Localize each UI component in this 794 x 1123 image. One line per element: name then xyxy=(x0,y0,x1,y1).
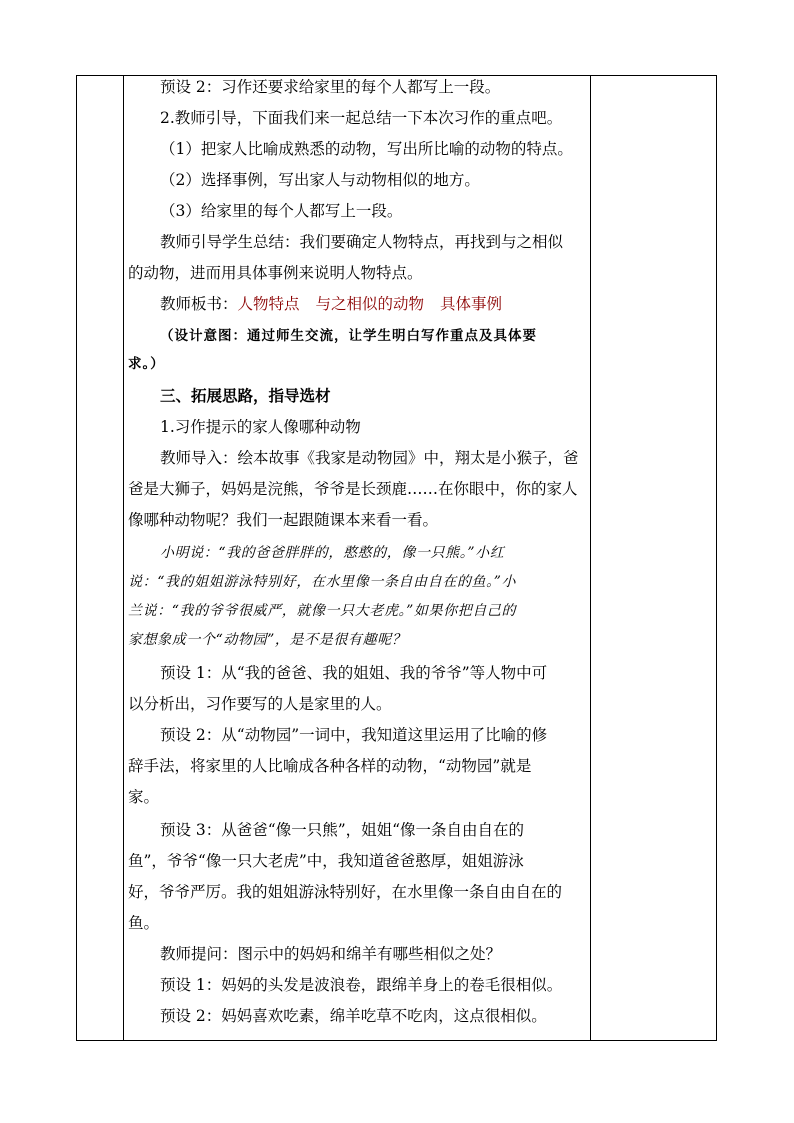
text-line: 教师引导学生总结：我们要确定人物特点，再找到与之相似 xyxy=(160,233,564,251)
text-line: 家。 xyxy=(128,788,160,806)
text-line: 1.习作提示的家人像哪种动物 xyxy=(160,418,361,436)
text-line: 家想象成一个“动物园”，是不是很有趣呢？ xyxy=(128,632,407,648)
text-line: 2.教师引导，下面我们来一起总结一下本次习作的重点吧。 xyxy=(160,109,563,127)
board-label: 教师板书： xyxy=(160,295,238,313)
text-line: 辞手法，将家里的人比喻成各种各样的动物，“动物园”就是 xyxy=(128,757,532,775)
text-line: 教师提问：图示中的妈妈和绵羊有哪些相似之处？ xyxy=(160,945,502,963)
text-line: 教师导入：绘本故事《我家是动物园》中，翔太是小猴子，爸 xyxy=(160,449,579,467)
text-line: （3）给家里的每个人都写上一段。 xyxy=(160,202,403,220)
table-column-divider-right xyxy=(590,76,591,1040)
text-line: 预设 1：从“我的爸爸、我的姐姐、我的爷爷”等人物中可 xyxy=(160,664,548,682)
board-item-similar-animal: 与之相似的动物 xyxy=(315,295,425,313)
text-line: 预设 3：从爸爸“像一只熊”，姐姐“像一条自由自在的 xyxy=(160,821,525,839)
text-line: （2）选择事例，写出家人与动物相似的地方。 xyxy=(160,171,480,189)
text-line: 的动物，进而用具体事例来说明人物特点。 xyxy=(128,264,423,282)
board-item-character-traits: 人物特点 xyxy=(237,295,300,313)
table-column-divider-left xyxy=(123,76,124,1040)
text-line: 预设 2：从“动物园”一词中，我知道这里运用了比喻的修 xyxy=(160,726,548,744)
text-line: 说：“我的姐姐游泳特别好，在水里像一条自由自在的鱼。”小 xyxy=(128,574,517,590)
text-line: （设计意图：通过师生交流，让学生明白写作重点及具体要 xyxy=(160,328,537,344)
text-line: 三、拓展思路，指导选材 xyxy=(160,386,331,405)
board-writing-line xyxy=(160,294,502,314)
text-line: 预设 2：妈妈喜欢吃素，绵羊吃草不吃肉，这点很相似。 xyxy=(160,1007,547,1025)
text-line: 好，爷爷严厉。我的姐姐游泳特别好，在水里像一条自由自在的 xyxy=(128,883,563,901)
text-line: 像哪种动物呢？我们一起跟随课本来看一看。 xyxy=(128,511,439,529)
text-line: 鱼”，爷爷“像一只大老虎”中，我知道爸爸憨厚，姐姐游泳 xyxy=(128,852,524,870)
text-line: 兰说：“我的爷爷很威严，就像一只大老虎。”如果你把自己的 xyxy=(128,603,517,619)
board-item-concrete-examples: 具体事例 xyxy=(440,295,503,313)
text-line: 预设 2：习作还要求给家里的每个人都写上一段。 xyxy=(160,78,501,96)
text-line: 爸是大狮子，妈妈是浣熊，爷爷是长颈鹿……在你眼中，你的家人 xyxy=(128,480,578,498)
text-line: 求。） xyxy=(128,356,165,372)
text-line: 鱼。 xyxy=(128,914,160,932)
text-line: 预设 1：妈妈的头发是波浪卷，跟绵羊身上的卷毛很相似。 xyxy=(160,976,563,994)
text-line: （1）把家人比喻成熟悉的动物，写出所比喻的动物的特点。 xyxy=(160,140,573,158)
text-line: 以分析出，习作要写的人是家里的人。 xyxy=(128,695,392,713)
text-line: 小明说：“我的爸爸胖胖的，憨憨的，像一只熊。”小红 xyxy=(160,545,505,561)
